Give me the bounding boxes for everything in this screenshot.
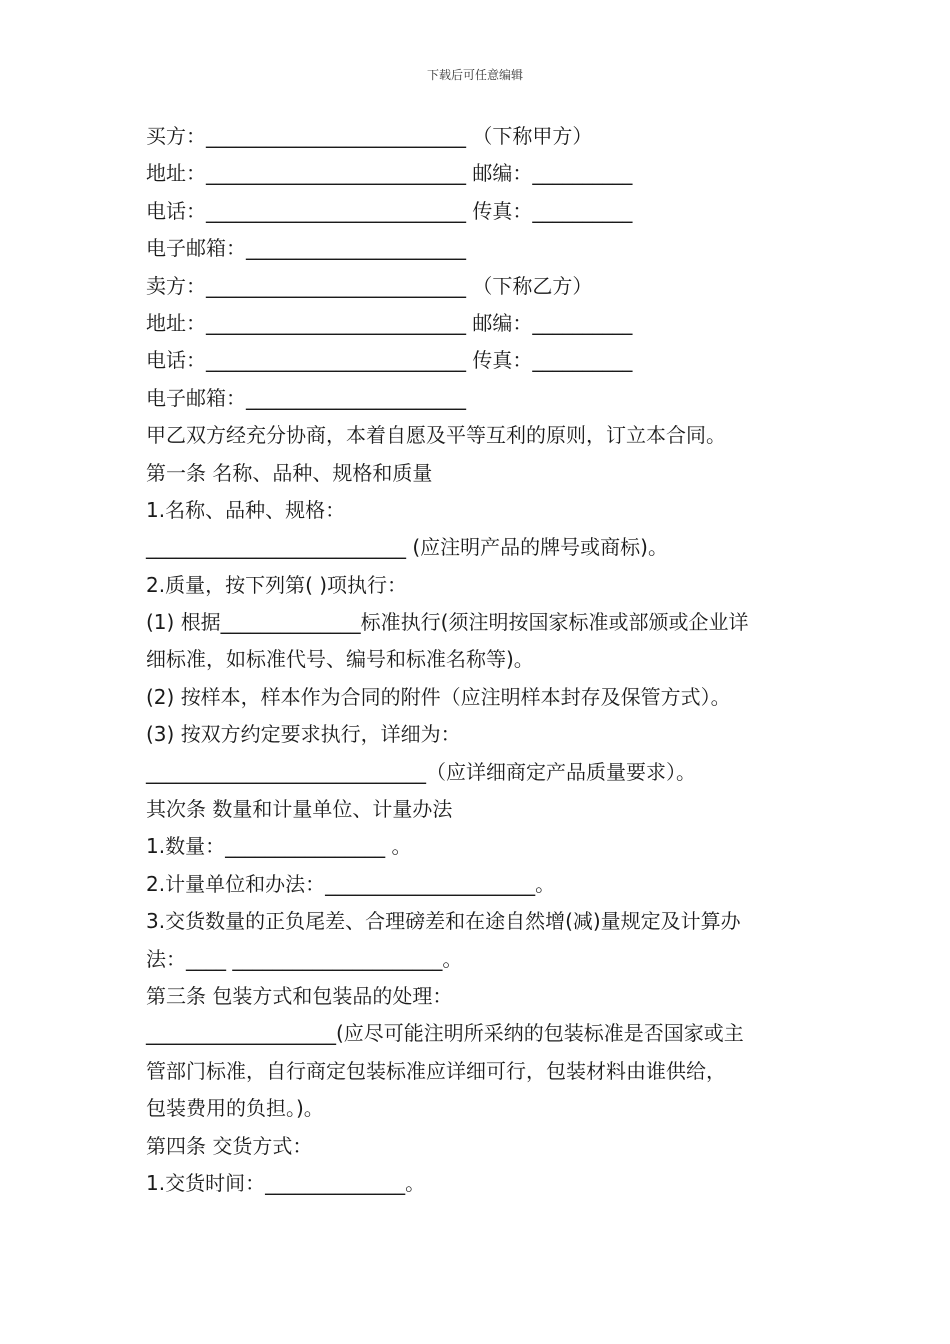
article-2-heading: 其次条 数量和计量单位、计量办法 [146,797,453,822]
article-4-heading: 第四条 交货方式： [146,1133,313,1158]
quality-option-3-blank: ____________________________（应详细商定产品质量要求）。 [146,759,696,784]
article-1-heading: 第一条 名称、品种、规格和质量 [146,460,433,485]
quality-option-1-cont: 细标准，如标准代号、编号和标准名称等)。 [146,647,534,672]
buyer-line: 买方：__________________________ （下称甲方） [146,124,593,148]
article-1-item-1-blank: __________________________ (应注明产品的牌号或商标)。 [146,535,668,560]
article-3-text-3: 包装费用的负担。)。 [146,1096,324,1121]
seller-address-line: 地址：__________________________ 邮编：__________ [146,310,633,335]
article-2-item-3: 3.交货数量的正负尾差、合理磅差和在途自然增(减)量规定及计算办 [146,909,741,934]
article-3-text-2: 管部门标准，自行商定包装标准应详细可行，包装材料由谁供给， [146,1058,726,1083]
article-3-text-1: ___________________(应尽可能注明所采纳的包装标准是否国家或主 [146,1021,744,1046]
article-3-heading: 第三条 包装方式和包装品的处理： [146,983,453,1008]
seller-phone-line: 电话：__________________________ 传真：__________ [146,348,633,373]
seller-email-line: 电子邮箱：______________________ [146,385,466,410]
article-1-item-2: 2.质量，按下列第( )项执行： [146,572,408,597]
article-4-item-1: 1.交货时间：______________。 [146,1170,426,1195]
quality-option-2: (2) 按样本，样本作为合同的附件（应注明样本封存及保管方式）。 [146,684,731,709]
article-1-item-1: 1.名称、品种、规格： [146,497,346,522]
quality-option-1: (1) 根据______________标准执行(须注明按国家标准或部颁或企业详 [146,610,749,635]
preamble-line: 甲乙双方经充分协商，本着自愿及平等互利的原则，订立本合同。 [146,423,726,448]
page-header: 下载后可任意编辑 [426,68,523,82]
article-2-item-1: 1.数量：________________ 。 [146,834,412,859]
buyer-email-line: 电子邮箱：______________________ [146,236,466,261]
quality-option-3: (3) 按双方约定要求执行，详细为： [146,722,461,747]
article-2-item-3-cont: 法：____ _____________________。 [146,946,463,971]
article-2-item-2: 2.计量单位和办法：_____________________。 [146,871,556,896]
contract-body [146,118,816,1202]
seller-line: 卖方：__________________________ （下称乙方） [146,273,593,298]
buyer-address-line: 地址：__________________________ 邮编：__________ [146,161,633,186]
buyer-phone-line: 电话：__________________________ 传真：__________ [146,198,633,223]
